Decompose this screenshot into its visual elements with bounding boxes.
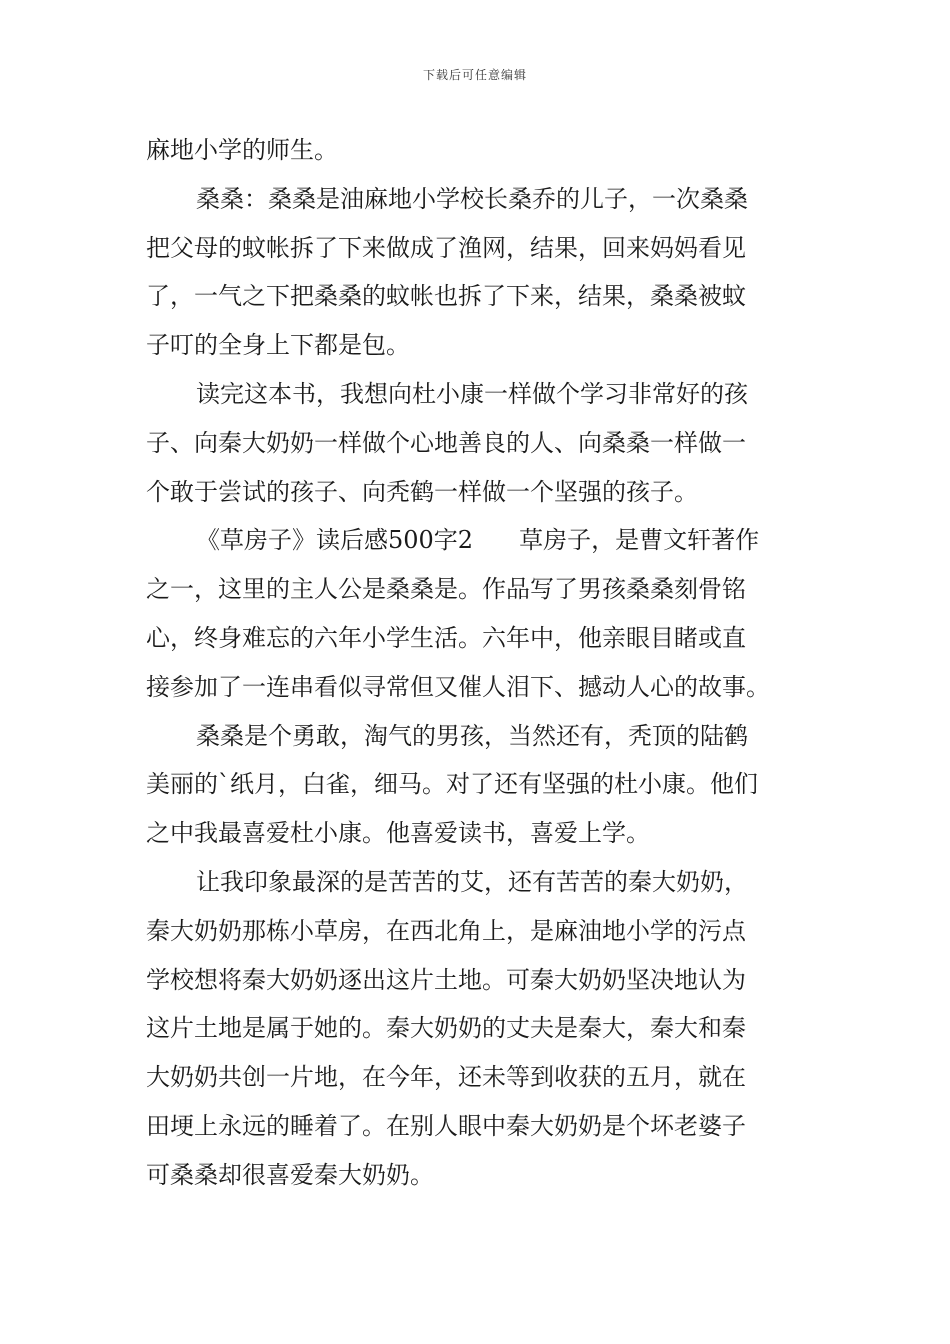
text-line: 了，一气之下把桑桑的蚊帐也拆了下来，结果，桑桑被蚊 [146, 282, 746, 311]
section-heading: 《草房子》读后感500字2 [196, 526, 474, 555]
text-line: 秦大奶奶那栋小草房，在西北角上，是麻油地小学的污点 [146, 916, 746, 945]
text-line: 大奶奶共创一片地，在今年，还未等到收获的五月，就在 [146, 1063, 746, 1092]
text-line: 个敢于尝试的孩子、向秃鹤一样做一个坚强的孩子。 [146, 477, 698, 506]
text-line: 心，终身难忘的六年小学生活。六年中，他亲眼目睹或直 [146, 623, 746, 652]
text-line: 桑桑：桑桑是油麻地小学校长桑乔的儿子，一次桑桑 [196, 184, 748, 213]
text-line: 子叮的全身上下都是包。 [146, 331, 410, 360]
text-line: 这片土地是属于她的。秦大奶奶的丈夫是秦大，秦大和秦 [146, 1014, 746, 1043]
text-segment: 草房子，是曹文轩著作 [519, 526, 760, 555]
text-line: 可桑桑却很喜爱秦大奶奶。 [146, 1160, 434, 1189]
document-body [146, 126, 808, 1200]
text-line: 麻地小学的师生。 [146, 136, 338, 164]
text-line: 田埂上永远的睡着了。在别人眼中秦大奶奶是个坏老婆子 [146, 1111, 746, 1140]
page-header: 下载后可任意编辑 [422, 68, 527, 82]
text-line: 之中我最喜爱杜小康。他喜爱读书，喜爱上学。 [146, 819, 650, 848]
text-line: 之一，这里的主人公是桑桑是。作品写了男孩桑桑刻骨铭 [146, 575, 746, 604]
text-line [146, 516, 808, 565]
text-line: 让我印象最深的是苦苦的艾，还有苦苦的秦大奶奶， [196, 867, 748, 896]
text-line: 桑桑是个勇敢，淘气的男孩，当然还有，秃顶的陆鹤 [196, 721, 748, 750]
text-line: 把父母的蚊帐拆了下来做成了渔网，结果，回来妈妈看见 [146, 233, 746, 262]
text-line: 美丽的`纸月，白雀，细马。对了还有坚强的杜小康。他们 [146, 770, 758, 799]
text-line: 子、向秦大奶奶一样做个心地善良的人、向桑桑一样做一 [146, 428, 746, 457]
text-line: 接参加了一连串看似寻常但又催人泪下、撼动人心的故事。 [146, 672, 770, 701]
text-line: 读完这本书，我想向杜小康一样做个学习非常好的孩 [196, 379, 748, 408]
text-line: 学校想将秦大奶奶逐出这片土地。可秦大奶奶坚决地认为 [146, 965, 746, 994]
